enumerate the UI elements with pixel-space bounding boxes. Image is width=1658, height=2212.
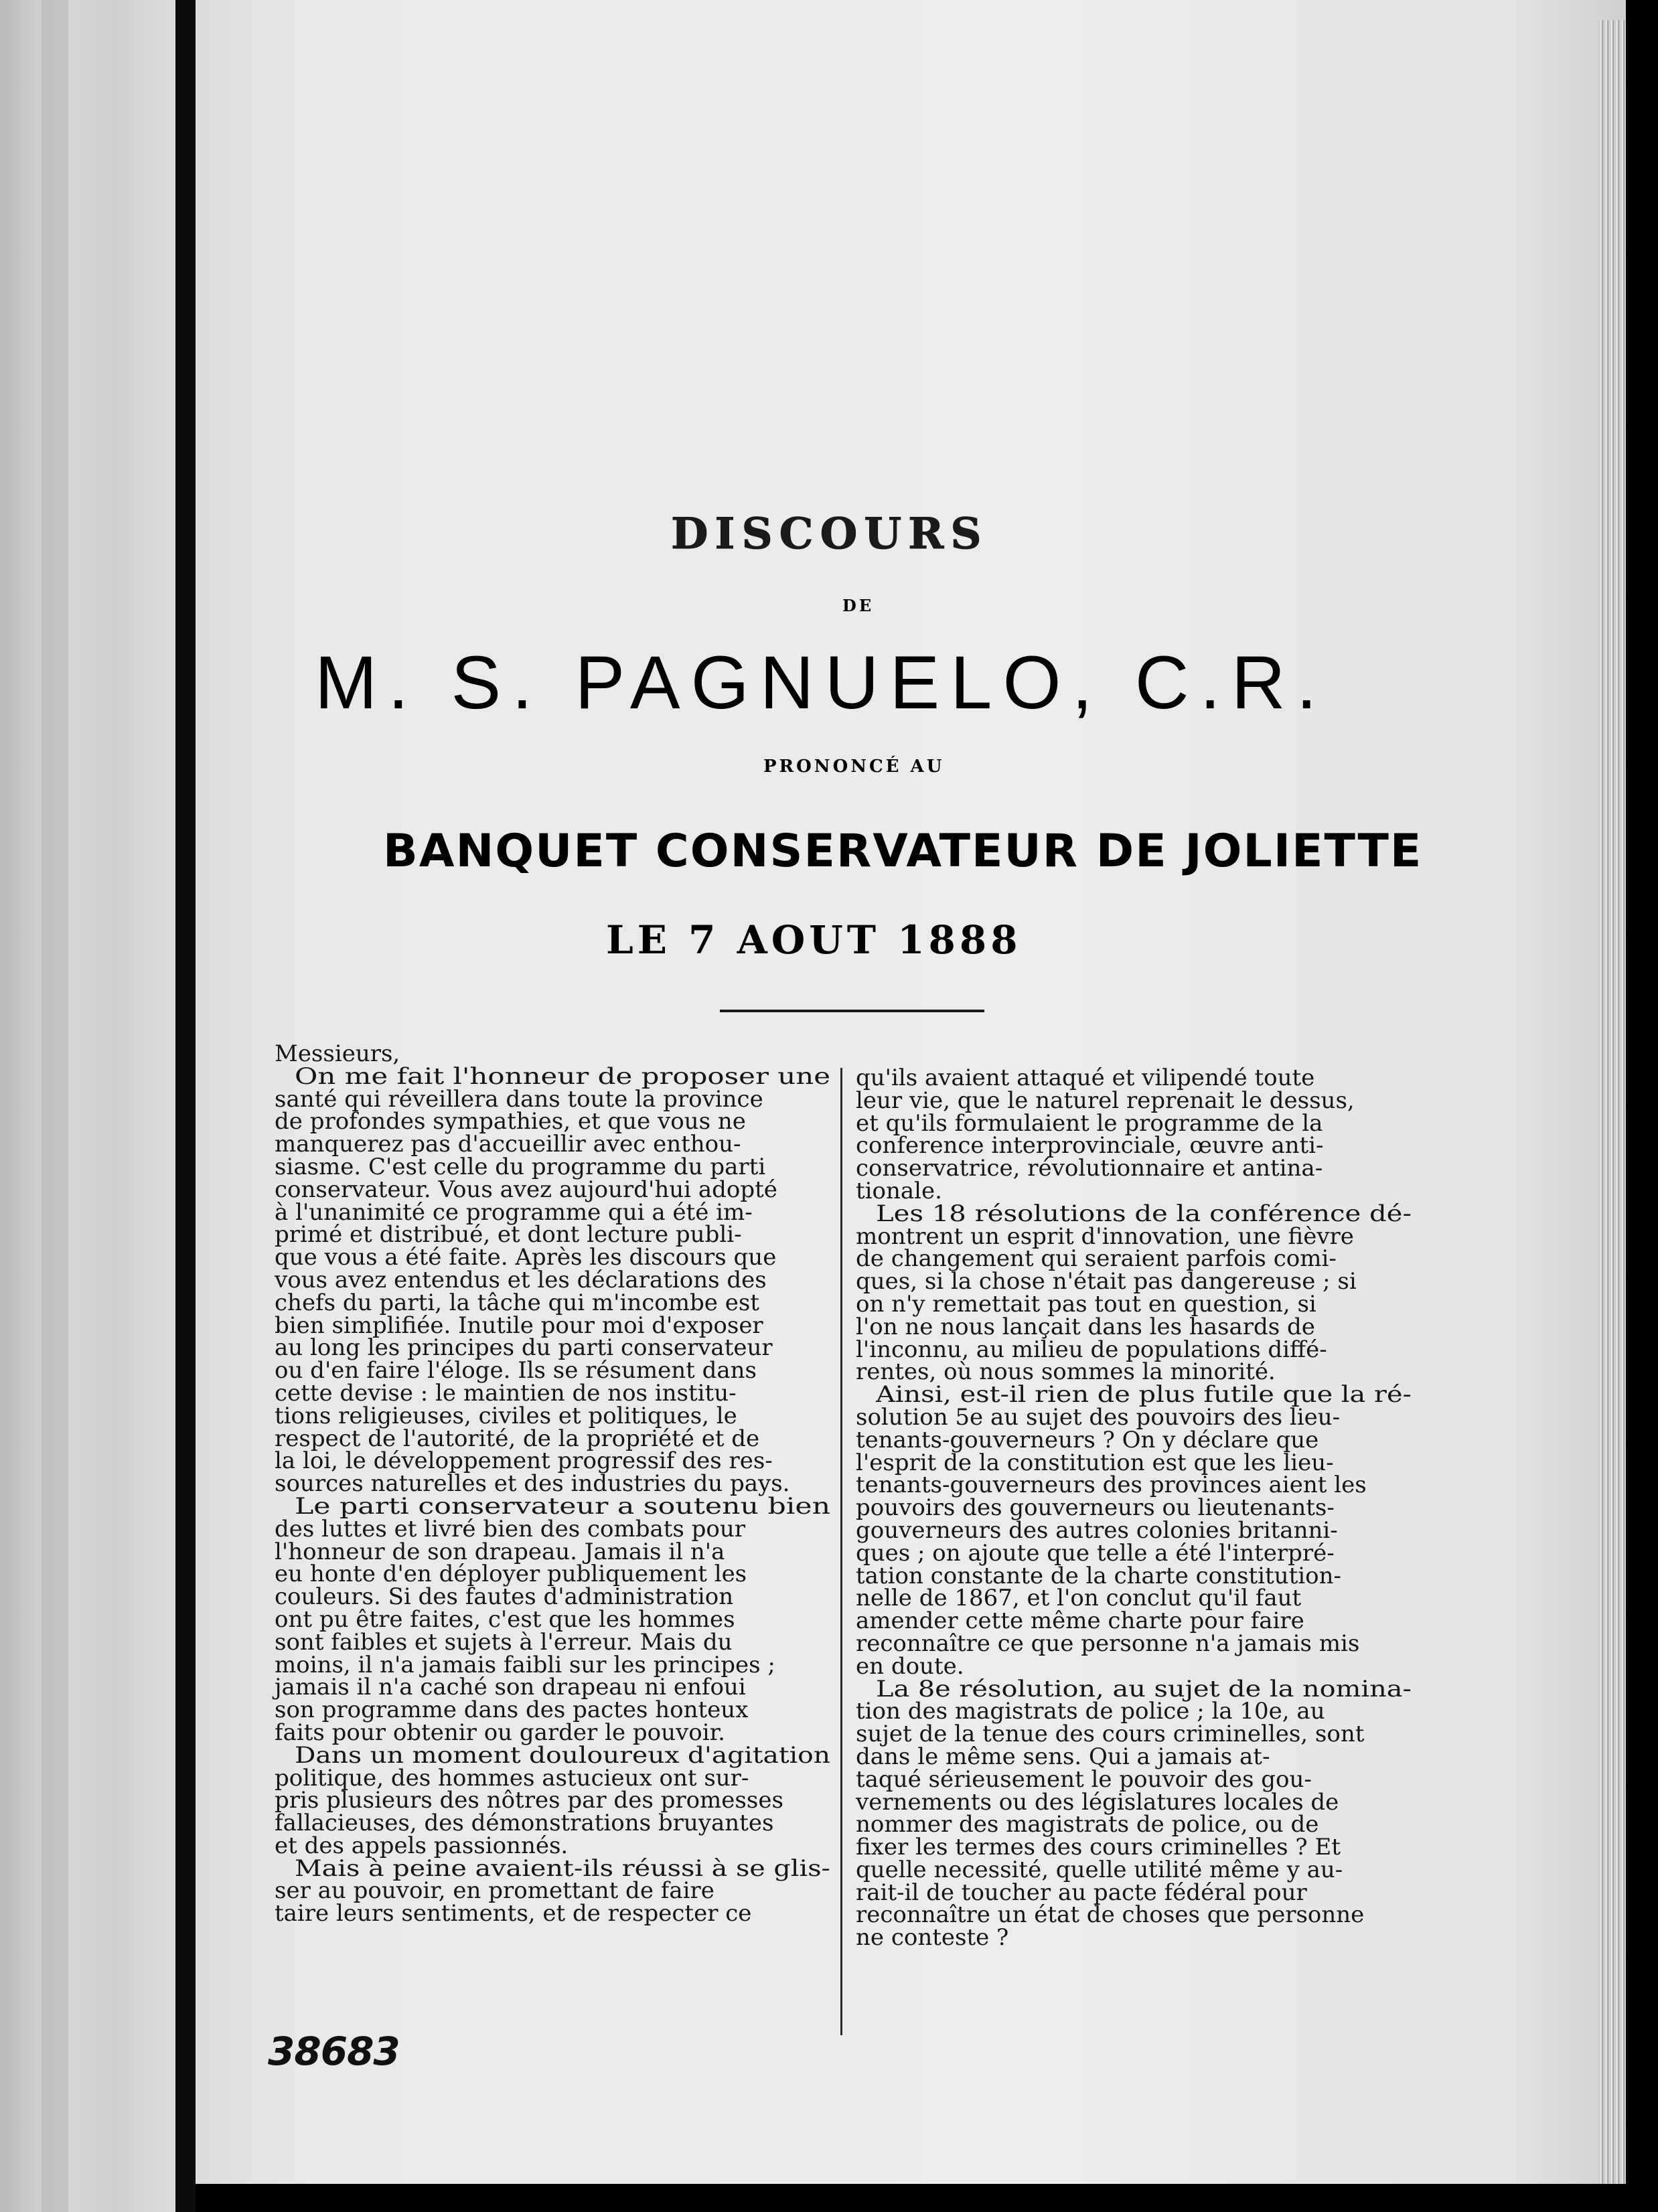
text-line: Dans un moment douloureux d'agitation — [295, 1741, 831, 1769]
event-date: LE 7 AOUT 1888 — [606, 917, 1022, 963]
text-line: conservateur. Vous avez aujourd'hui adopté — [275, 1176, 777, 1203]
text-line: de profondes sympathies, et que vous ne — [275, 1108, 746, 1135]
text-line: Mais à peine avaient-ils réussi à se glis- — [295, 1854, 830, 1882]
text-line: montrent un esprit d'innovation, une fièvre — [856, 1222, 1354, 1250]
text-line: quelle necessité, quelle utilité même y au- — [856, 1856, 1343, 1883]
text-line: tionale. — [856, 1177, 942, 1204]
text-line: primé et distribué, et dont lecture publi- — [275, 1221, 742, 1249]
text-line: ques ; on ajoute que telle a été l'interpré- — [856, 1539, 1335, 1567]
text-line: ou d'en faire l'éloge. Ils se résument dans — [275, 1357, 757, 1385]
text-line: politique, des hommes astucieux ont sur- — [275, 1764, 749, 1792]
text-line: tation constante de la charte constitution- — [856, 1562, 1341, 1589]
binding-gutter — [175, 0, 196, 2212]
text-line: Le parti conservateur a soutenu bien — [295, 1492, 831, 1520]
text-line: reconnaître ce que personne n'a jamais mis — [856, 1630, 1360, 1657]
text-line: qu'ils avaient attaqué et vilipendé toute — [856, 1064, 1315, 1091]
text-line: son programme dans des pactes honteux — [275, 1696, 749, 1724]
text-line: couleurs. Si des fautes d'administration — [275, 1583, 734, 1611]
text-line: que vous a été faite. Après les discours que — [275, 1244, 777, 1271]
scan-border-right — [1626, 0, 1658, 2212]
text-line: rentes, où nous sommes la minorité. — [856, 1358, 1276, 1386]
text-line: faits pour obtenir ou garder le pouvoir. — [275, 1719, 725, 1746]
text-line: fixer les termes des cours criminelles ? Et — [856, 1834, 1341, 1861]
text-line: taqué sérieusement le pouvoir des gou- — [856, 1765, 1312, 1793]
text-line: au long les principes du parti conservateur — [275, 1334, 773, 1362]
text-line: nelle de 1867, et l'on conclut qu'il faut — [856, 1585, 1302, 1612]
text-column-left — [275, 1040, 831, 1927]
text-line: tion des magistrats de police ; la 10e, au — [856, 1698, 1325, 1725]
text-line: ques, si la chose n'était pas dangereuse ; si — [856, 1268, 1357, 1295]
text-line: conservatrice, révolutionnaire et antina- — [856, 1155, 1323, 1182]
text-line: Les 18 résolutions de la conférence dé- — [876, 1200, 1412, 1227]
text-line: jamais il n'a caché son drapeau ni enfoui — [275, 1674, 746, 1701]
delivered-at-label: PRONONCÉ AU — [763, 757, 945, 777]
text-line: tenants-gouverneurs ? On y déclare que — [856, 1426, 1319, 1453]
text-line: manquerez pas d'accueillir avec enthou- — [275, 1131, 741, 1158]
text-line: leur vie, que le naturel reprenait le dessus, — [856, 1087, 1355, 1114]
page-stack-edge — [1599, 20, 1626, 2189]
text-line: chefs du parti, la tâche qui m'incombe est — [275, 1289, 759, 1316]
catalog-number: 38683 — [268, 2029, 400, 2074]
text-line: et qu'ils formulaient le programme de la — [856, 1109, 1323, 1137]
text-line: nommer des magistrats de police, ou de — [856, 1811, 1319, 1838]
text-line: dans le même sens. Qui a jamais at- — [856, 1743, 1270, 1770]
text-line: tions religieuses, civiles et politiques, le — [275, 1402, 737, 1429]
text-line: On me fait l'honneur de proposer une — [295, 1062, 831, 1090]
text-line: gouverneurs des autres colonies britanni- — [856, 1516, 1338, 1544]
text-line: respect de l'autorité, de la propriété et de — [275, 1425, 760, 1452]
text-column-right — [856, 1064, 1412, 1952]
text-line: moins, il n'a jamais faibli sur les principes ; — [275, 1651, 775, 1678]
text-line: sujet de la tenue des cours criminelles, sont — [856, 1721, 1365, 1748]
text-line: l'honneur de son drapeau. Jamais il n'a — [275, 1538, 725, 1565]
text-line: santé qui réveillera dans toute la province — [275, 1085, 763, 1113]
title-connector: DE — [842, 596, 875, 615]
text-line: et des appels passionnés. — [275, 1832, 569, 1859]
text-line: amender cette même charte pour faire — [856, 1607, 1304, 1635]
text-line: à l'unanimité ce programme qui a été im- — [275, 1198, 753, 1226]
previous-page-edge — [0, 0, 191, 2212]
scan-border-bottom — [196, 2184, 1658, 2212]
text-line: pris plusieurs des nôtres par des promesses — [275, 1787, 783, 1814]
text-line: pouvoirs des gouverneurs ou lieutenants- — [856, 1494, 1335, 1522]
text-line: sources naturelles et des industries du pays. — [275, 1470, 790, 1498]
text-line: l'inconnu, au milieu de populations diffé- — [856, 1336, 1327, 1363]
text-line: la loi, le développement progressif des res- — [275, 1447, 773, 1475]
text-line: ne conteste ? — [856, 1924, 1009, 1952]
text-line: Messieurs, — [275, 1040, 400, 1067]
text-line: sont faibles et sujets à l'erreur. Mais du — [275, 1628, 733, 1656]
text-line: ser au pouvoir, en promettant de faire — [275, 1877, 714, 1905]
text-line: La 8e résolution, au sujet de la nomina- — [876, 1675, 1412, 1703]
text-line: de changement qui seraient parfois comi- — [856, 1245, 1337, 1273]
text-line: des luttes et livré bien des combats pour — [275, 1515, 746, 1543]
text-line: l'on ne nous lançait dans les hasards de — [856, 1313, 1315, 1340]
text-line: ont pu être faites, c'est que les hommes — [275, 1605, 735, 1633]
text-line: en doute. — [856, 1652, 964, 1680]
text-line: conference interprovinciale, œuvre anti- — [856, 1132, 1324, 1160]
text-line: solution 5e au sujet des pouvoirs des lieu- — [856, 1403, 1341, 1431]
title-rule — [720, 1010, 984, 1012]
author-name: M. S. PAGNUELO, C.R. — [315, 641, 1328, 724]
text-line: taire leurs sentiments, et de respecter ce — [275, 1900, 752, 1927]
column-divider — [840, 1068, 842, 2035]
text-line: cette devise : le maintien de nos institu- — [275, 1379, 737, 1407]
text-line: reconnaître un état de choses que personne — [856, 1901, 1365, 1929]
event-name: BANQUET CONSERVATEUR DE JOLIETTE — [383, 825, 1423, 878]
text-line: l'esprit de la constitution est que les lieu- — [856, 1449, 1334, 1476]
text-line: siasme. C'est celle du programme du parti — [275, 1153, 766, 1180]
text-line: eu honte d'en déployer publiquement les — [275, 1561, 747, 1588]
text-line: bien simplifiée. Inutile pour moi d'exposer — [275, 1312, 763, 1339]
text-line: fallacieuses, des démonstrations bruyantes — [275, 1810, 774, 1837]
text-line: vous avez entendus et les déclarations des — [275, 1266, 767, 1293]
document-title: DISCOURS — [671, 509, 988, 559]
text-line: rait-il de toucher au pacte fédéral pour — [856, 1879, 1307, 1906]
text-line: on n'y remettait pas tout en question, si — [856, 1290, 1316, 1318]
text-line: tenants-gouverneurs des provinces aient les — [856, 1472, 1367, 1499]
text-line: vernements ou des législatures locales de — [856, 1788, 1339, 1816]
text-line: Ainsi, est-il rien de plus futile que la ré- — [876, 1381, 1412, 1409]
